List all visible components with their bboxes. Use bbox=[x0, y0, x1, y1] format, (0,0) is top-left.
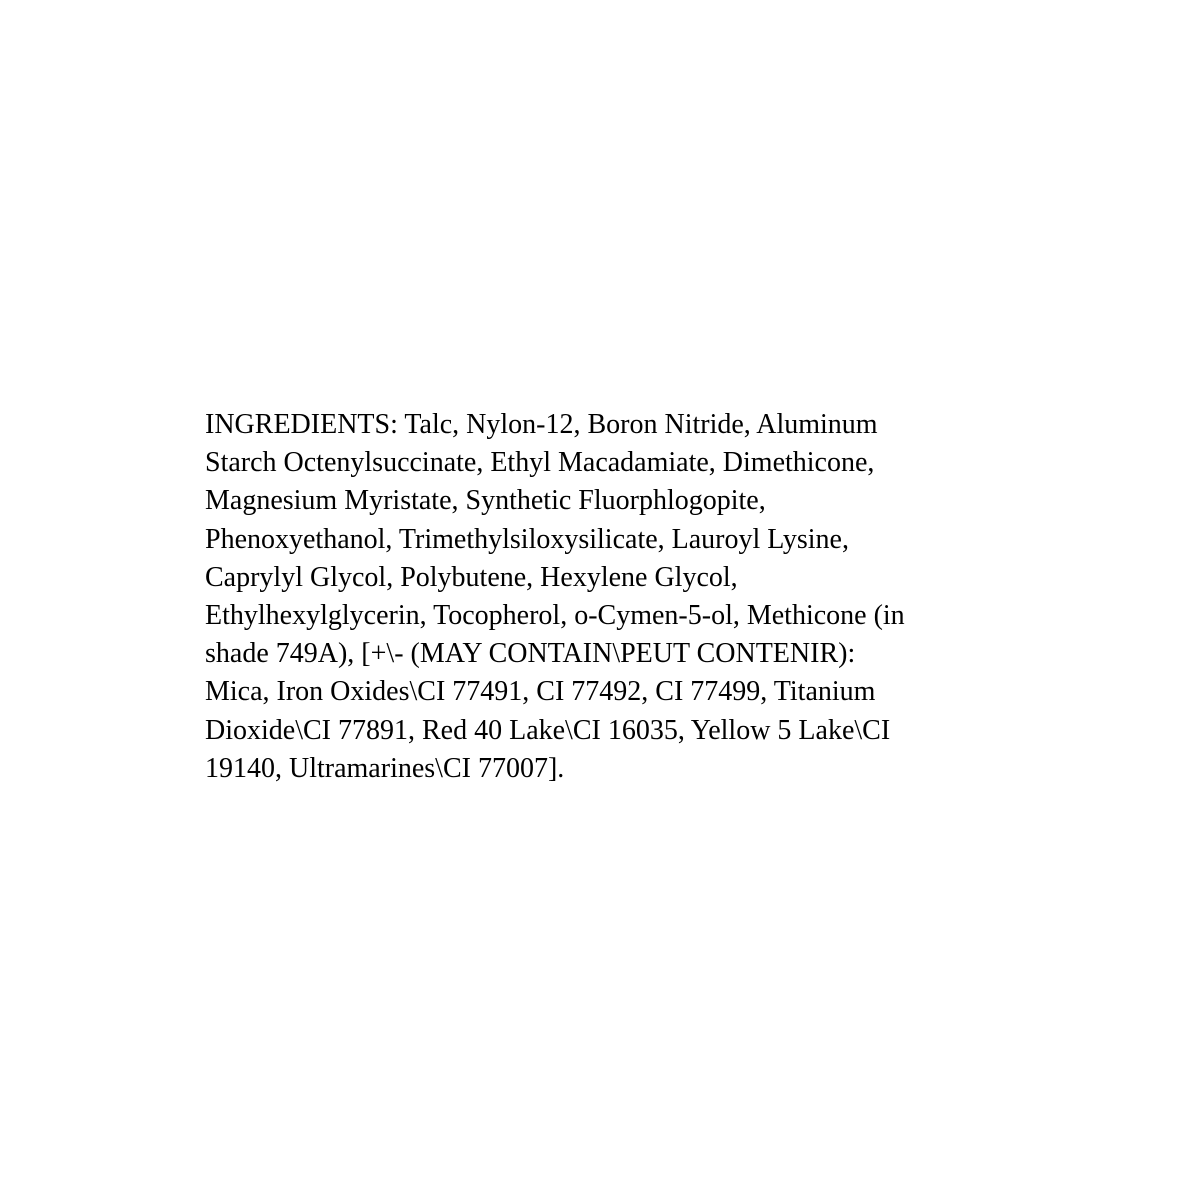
ingredients-line: Ethylhexylglycerin, Tocopherol, o-Cymen-5-ol, Methicone (in bbox=[205, 600, 905, 632]
ingredients-line: Dioxide\CI 77891, Red 40 Lake\CI 16035, Yellow 5 Lake\CI bbox=[205, 714, 891, 746]
ingredients-line: Caprylyl Glycol, Polybutene, Hexylene Glycol, bbox=[205, 561, 738, 593]
ingredients-line: INGREDIENTS: Talc, Nylon-12, Boron Nitride, Aluminum bbox=[205, 409, 878, 440]
ingredients-label bbox=[205, 406, 1105, 788]
ingredients-line: Starch Octenylsuccinate, Ethyl Macadamiate, Dimethicone, bbox=[205, 447, 875, 479]
ingredients-line: Phenoxyethanol, Trimethylsiloxysilicate, Lauroyl Lysine, bbox=[205, 523, 849, 555]
ingredients-line: shade 749A), [+\- (MAY CONTAIN\PEUT CONTENIR): bbox=[205, 638, 856, 670]
ingredients-line: Magnesium Myristate, Synthetic Fluorphlogopite, bbox=[205, 485, 766, 517]
ingredients-line: Mica, Iron Oxides\CI 77491, CI 77492, CI 77499, Titanium bbox=[205, 676, 876, 708]
ingredients-line: 19140, Ultramarines\CI 77007]. bbox=[205, 752, 565, 784]
